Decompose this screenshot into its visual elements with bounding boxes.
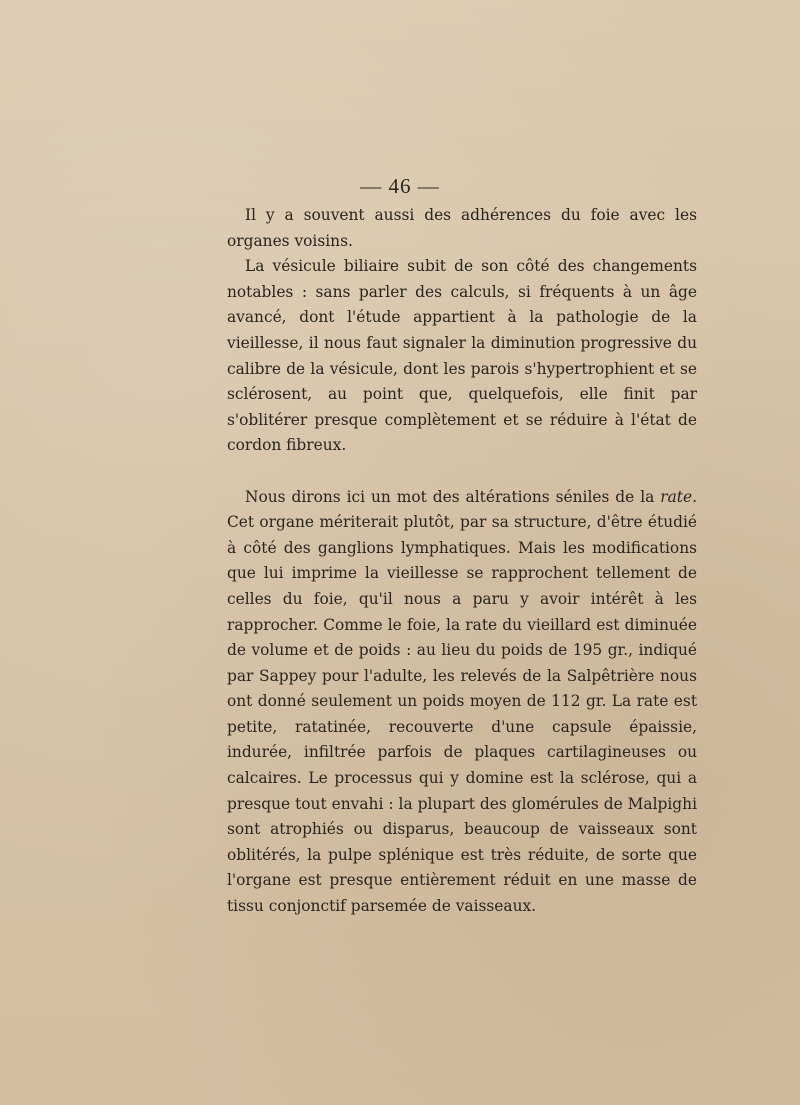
paragraph-rate [227,485,697,920]
paragraph-adherences: Il y a souvent aussi des adhérences du foie avec les organes voisins. [227,206,697,250]
page-number: — 46 — [360,174,440,198]
body-text [227,203,697,920]
paragraph-rate-start: Nous dirons ici un mot des altérations séniles de la [245,487,655,506]
paragraph-rate-rest: . Cet organe mériterait plutôt, par sa structure, d'être étudié à côté des ganglions lymphatiques. Mais les modifications que lui imprime la vieillesse se rapprochent tellement de celles du foie, qu'il nous a paru y avoir intérêt à les rapprocher. Comme le foie, la rate du vieillard est diminuée de volume et de poids : au lieu du poids de 195 gr., indiqué par Sappey pour l'adulte, les relevés de la Salpêtrière nous ont donné seulement un poids moyen de 112 gr. La rate est petite, ratatinée, recouverte d'une capsule épaissie, indurée, infiltrée parfois de plaques cartilagineuses ou calcaires. Le processus qui y domine est la sclérose, qui a presque tout envahi : la plupart des glomérules de Malpighi sont atrophiés ou disparus, beaucoup de vaisseaux sont oblitérés, la pulpe splénique est très réduite, de sorte que l'organe est presque entièrement réduit en une masse de tissu conjonctif parsemée de vaisseaux. [227,487,697,916]
paragraph-vesicule: La vésicule biliaire subit de son côté des changements notables : sans parler des calculs, si fréquents à un âge avancé, dont l'étude appartient à la pathologie de la vieillesse, il nous faut signaler la diminution progressive du calibre de la vésicule, dont les parois s'hypertrophient et se sclérosent, au point que, quelquefois, elle finit par s'oblitérer presque complètement et se réduire à l'état de cordon fibreux. [227,257,697,455]
paragraph-rate-italic: rate [660,487,693,506]
